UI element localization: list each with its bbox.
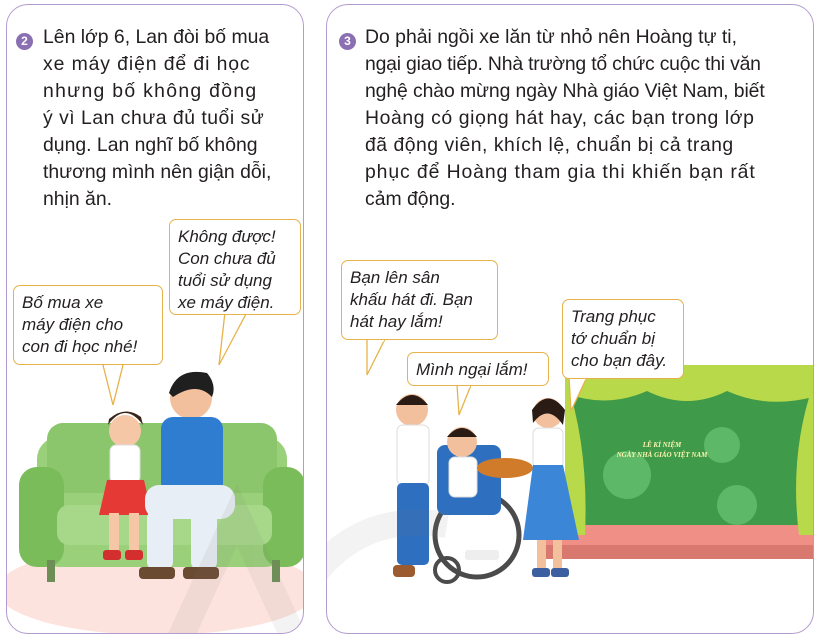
story-line: nhưng bố không đồng (43, 80, 258, 102)
speech-bubble-classmate (341, 260, 498, 340)
watermark-logo (326, 465, 467, 634)
speech-bubble-father (169, 219, 301, 315)
banner-line: NGÀY NHÀ GIÁO VIỆT NAM (616, 451, 708, 459)
bubble-line: Con chưa đủ (178, 249, 276, 268)
story-line: Lên lớp 6, Lan đòi bố mua (43, 26, 270, 48)
story-line: nhịn ăn. (43, 188, 113, 210)
bubble-line: xe máy điện. (178, 293, 275, 312)
story-line: nghệ chào mừng ngày Nhà giáo Việt Nam, biết (365, 80, 765, 102)
speech-bubble-hoang (407, 352, 549, 386)
bubble-line: tớ chuẩn bị (571, 329, 655, 348)
panel-number-badge: 2 (16, 33, 33, 50)
speech-bubble-tail (453, 383, 477, 419)
speech-bubble-tail (217, 310, 257, 370)
bubble-line: máy điện cho (22, 315, 124, 334)
bubble-line: tuổi sử dụng (178, 271, 272, 290)
story-line: đã động viên, khích lệ, chuẩn bị cả trang (365, 134, 734, 156)
bubble-line: Bạn lên sân (350, 268, 440, 287)
story-line: ngại giao tiếp. Nhà trường tổ chức cuộc thi văn (365, 53, 761, 75)
bubble-line: Trang phục (571, 307, 656, 326)
banner-line: LỄ KỈ NIỆM (642, 441, 682, 449)
story-panel-3 (326, 4, 814, 634)
speech-bubble-tail (563, 375, 593, 415)
story-panel-2 (6, 4, 304, 634)
story-line: xe máy điện để đi học (43, 53, 251, 75)
bubble-line: Không được! (178, 227, 276, 246)
story-line: ý vì Lan chưa đủ tuổi sử (43, 107, 265, 129)
bubble-line: Mình ngại lắm! (416, 360, 528, 379)
watermark-logo (157, 475, 304, 634)
bubble-line: cho bạn đây. (571, 351, 668, 370)
bubble-line: hát hay lắm! (350, 312, 443, 331)
speech-bubble-tail (99, 363, 129, 409)
bubble-line: con đi học nhé! (22, 337, 138, 356)
panel-number-badge: 3 (339, 33, 356, 50)
speech-bubble-tail (363, 337, 389, 379)
stage-banner (587, 440, 737, 460)
bubble-line: khấu hát đi. Bạn (350, 290, 473, 309)
speech-bubble-girl (562, 299, 684, 379)
story-line: Hoàng có giọng hát hay, các bạn trong lớp (365, 107, 755, 129)
story-line: dụng. Lan nghĩ bố không (43, 134, 258, 156)
story-line: phục để Hoàng tham gia thi khiến bạn rất (365, 161, 756, 183)
bubble-line: Bố mua xe (22, 293, 104, 312)
speech-bubble-lan (13, 285, 163, 365)
story-line: cảm động. (365, 188, 456, 210)
story-line: thương mình nên giận dỗi, (43, 161, 272, 183)
story-line: Do phải ngồi xe lăn từ nhỏ nên Hoàng tự ti, (365, 26, 738, 48)
